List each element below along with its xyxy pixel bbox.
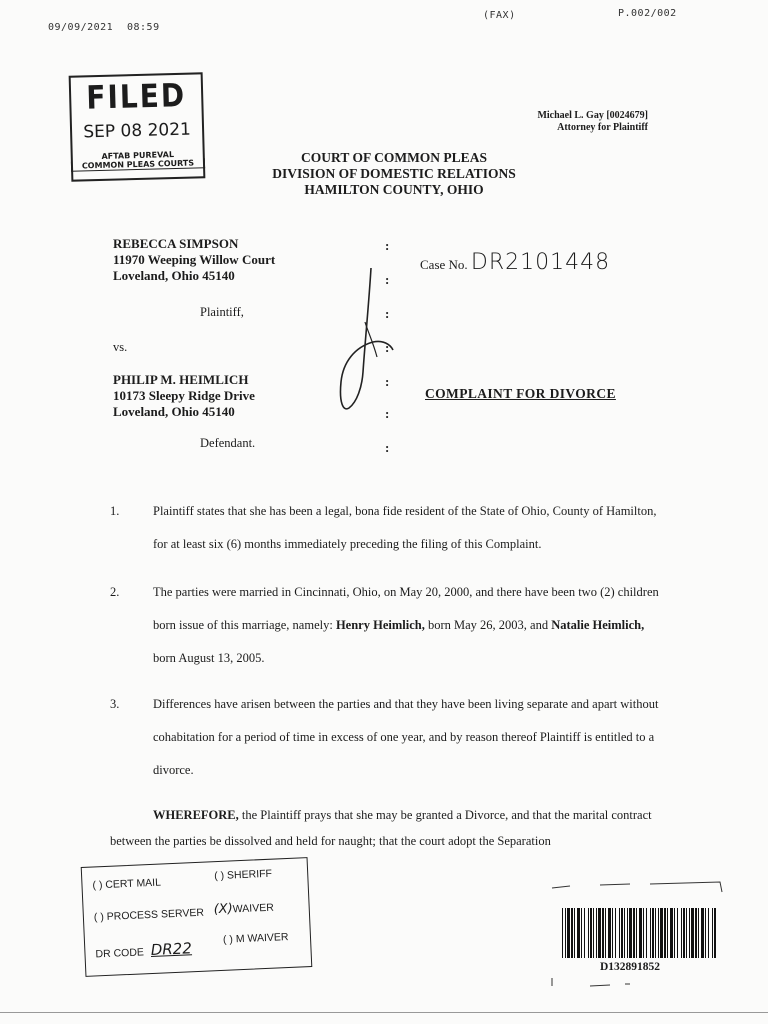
- barcode-bar: [596, 908, 597, 958]
- caption-colon: :: [385, 272, 390, 287]
- barcode-bar: [683, 908, 685, 958]
- barcode-bar: [627, 908, 628, 958]
- fax-time: 08:59: [127, 22, 160, 33]
- court-heading: [0, 150, 768, 198]
- barcode-bar: [590, 908, 592, 958]
- barcode-bar: [639, 908, 642, 958]
- barcode-bar: [660, 908, 663, 958]
- barcode-bar: [705, 908, 706, 958]
- barcode-bar: [602, 908, 604, 958]
- case-number-label: Case No.: [420, 257, 468, 272]
- fax-page: P.002/002: [618, 8, 677, 19]
- barcode-bar: [664, 908, 666, 958]
- defendant-street: 10173 Sleepy Ridge Drive: [113, 388, 255, 403]
- barcode-bar: [565, 908, 566, 958]
- court-line-1: COURT OF COMMON PLEAS: [301, 150, 487, 165]
- barcode-bar: [621, 908, 623, 958]
- m-waiver-option: ( ) M WAIVER: [222, 931, 289, 946]
- barcode-bar: [615, 908, 616, 958]
- dr-code-label: DR CODE: [95, 946, 145, 961]
- barcode-bar: [681, 908, 682, 958]
- stamp-clerk-office: COMMON PLEAS COURTS: [71, 158, 205, 172]
- barcode-bar: [652, 908, 654, 958]
- court-line-2: DIVISION OF DOMESTIC RELATIONS: [272, 166, 516, 181]
- vs-label: vs.: [113, 340, 128, 354]
- defendant-label: Defendant.: [200, 436, 256, 450]
- paragraph-text: Differences have arisen between the parties and that they have been living separate and apart without cohabitation for a period of time in excess of one year, and by reason thereof Plaintiff is entitled to a divorce.: [153, 697, 659, 777]
- barcode-bar: [605, 908, 606, 958]
- barcode-bar: [593, 908, 594, 958]
- barcode-bar: [674, 908, 675, 958]
- caption-colon: :: [385, 440, 390, 455]
- caption-colon: :: [385, 406, 390, 421]
- barcode-bar: [624, 908, 625, 958]
- plaintiff-block: [113, 236, 275, 284]
- barcode-bar: [712, 908, 713, 958]
- defendant-block: [113, 372, 255, 420]
- barcode-bar: [574, 908, 575, 958]
- case-number-value: DR2101448: [470, 250, 611, 275]
- barcode-bar: [588, 908, 589, 958]
- barcode-bar: [643, 908, 644, 958]
- waiver-checkmark: (X): [213, 901, 234, 918]
- attorney-name: Michael L. Gay [0024679]: [537, 110, 648, 121]
- fax-date: 09/09/2021: [48, 22, 114, 33]
- barcode-bar: [689, 908, 690, 958]
- barcode-bar: [567, 908, 570, 958]
- waiver-option: [213, 900, 274, 918]
- attorney-block: [537, 110, 648, 134]
- attorney-role: Attorney for Plaintiff: [557, 122, 648, 133]
- barcode: [560, 908, 720, 958]
- caption-colon: :: [385, 340, 390, 355]
- barcode-bar: [701, 908, 704, 958]
- barcode-bar: [562, 908, 563, 958]
- child-name-1: Henry Heimlich,: [335, 618, 425, 632]
- barcode-bar: [646, 908, 647, 958]
- court-line-3: HAMILTON COUNTY, OHIO: [304, 182, 484, 197]
- paragraph-text: [153, 576, 670, 675]
- plaintiff-city: Loveland, Ohio 45140: [113, 268, 235, 283]
- judge-initial-mark: [335, 262, 395, 417]
- child-name-2: Natalie Heimlich,: [551, 618, 645, 632]
- paragraph-3: [110, 688, 670, 787]
- paragraph-text-b: born May 26, 2003, and: [424, 618, 552, 632]
- barcode-bar: [677, 908, 678, 958]
- barcode-bar: [695, 908, 697, 958]
- process-server-option: ( ) PROCESS SERVER: [93, 906, 205, 924]
- caption-colon: :: [385, 374, 390, 389]
- barcode-bar: [655, 908, 656, 958]
- fax-mid: (FAX): [483, 10, 516, 21]
- barcode-bar: [629, 908, 632, 958]
- wherefore-text: the Plaintiff prays that she may be granted a Divorce, and that the marital contract between the parties be dissolved and held for naught; that the court adopt the Separation: [110, 808, 652, 848]
- service-method-box: [81, 857, 313, 977]
- paragraph-text: Plaintiff states that she has been a legal, bona fide resident of the State of Ohio, County of Hamilton, for at least six (6) months immediately preceding the filing of this Complaint.: [153, 504, 657, 551]
- barcode-bar: [708, 908, 709, 958]
- cert-mail-option: ( ) CERT MAIL: [92, 876, 162, 892]
- defendant-city: Loveland, Ohio 45140: [113, 404, 235, 419]
- paragraph-number: 1.: [110, 504, 120, 518]
- barcode-bar: [608, 908, 611, 958]
- barcode-bar: [598, 908, 601, 958]
- paragraph-text-c: born August 13, 2005.: [153, 651, 265, 665]
- paragraph-number: 2.: [110, 585, 120, 599]
- barcode-bar: [670, 908, 673, 958]
- page-bottom-edge: [0, 1012, 768, 1013]
- dr-code-value: DR22: [150, 939, 193, 960]
- paragraph-number: 3.: [110, 697, 120, 711]
- caption-colon: :: [385, 238, 390, 253]
- wherefore-clause: [110, 802, 662, 854]
- caption-colon: :: [385, 306, 390, 321]
- barcode-bar: [650, 908, 651, 958]
- barcode-bar: [691, 908, 694, 958]
- barcode-bar: [571, 908, 573, 958]
- dr-code-row: [95, 939, 192, 961]
- stamp-date: SEP 08 2021: [83, 119, 192, 143]
- paragraph-1: [110, 495, 670, 561]
- barcode-bar: [658, 908, 659, 958]
- stamp-clerk-name: AFTAB PUREVAL: [101, 150, 175, 161]
- barcode-bar: [581, 908, 582, 958]
- case-number-row: [420, 250, 610, 275]
- paragraph-text-a: The parties were married in Cincinnati, Ohio, on May 20, 2000, and there have been two (2) children born issue of this marriage, namely:: [153, 585, 659, 632]
- barcode-bar: [667, 908, 668, 958]
- paragraph-2: [110, 576, 670, 675]
- barcode-bar: [698, 908, 699, 958]
- document-title: COMPLAINT FOR DIVORCE: [425, 386, 616, 401]
- plaintiff-label: Plaintiff,: [200, 305, 244, 319]
- barcode-bar: [619, 908, 620, 958]
- defendant-name: PHILIP M. HEIMLICH: [113, 372, 249, 387]
- barcode-bar: [686, 908, 687, 958]
- waiver-label: WAIVER: [232, 901, 275, 916]
- barcode-bar: [636, 908, 637, 958]
- barcode-number: D132891852: [600, 961, 661, 973]
- barcode-bar: [714, 908, 716, 958]
- barcode-bar: [612, 908, 613, 958]
- barcode-bar: [577, 908, 580, 958]
- wherefore-lead: WHEREFORE,: [153, 808, 239, 822]
- barcode-bar: [584, 908, 585, 958]
- sheriff-option: ( ) SHERIFF: [213, 867, 273, 883]
- plaintiff-name: REBECCA SIMPSON: [113, 236, 239, 251]
- plaintiff-street: 11970 Weeping Willow Court: [113, 252, 276, 267]
- stamp-filed-text: FILED: [85, 76, 187, 117]
- barcode-bar: [633, 908, 635, 958]
